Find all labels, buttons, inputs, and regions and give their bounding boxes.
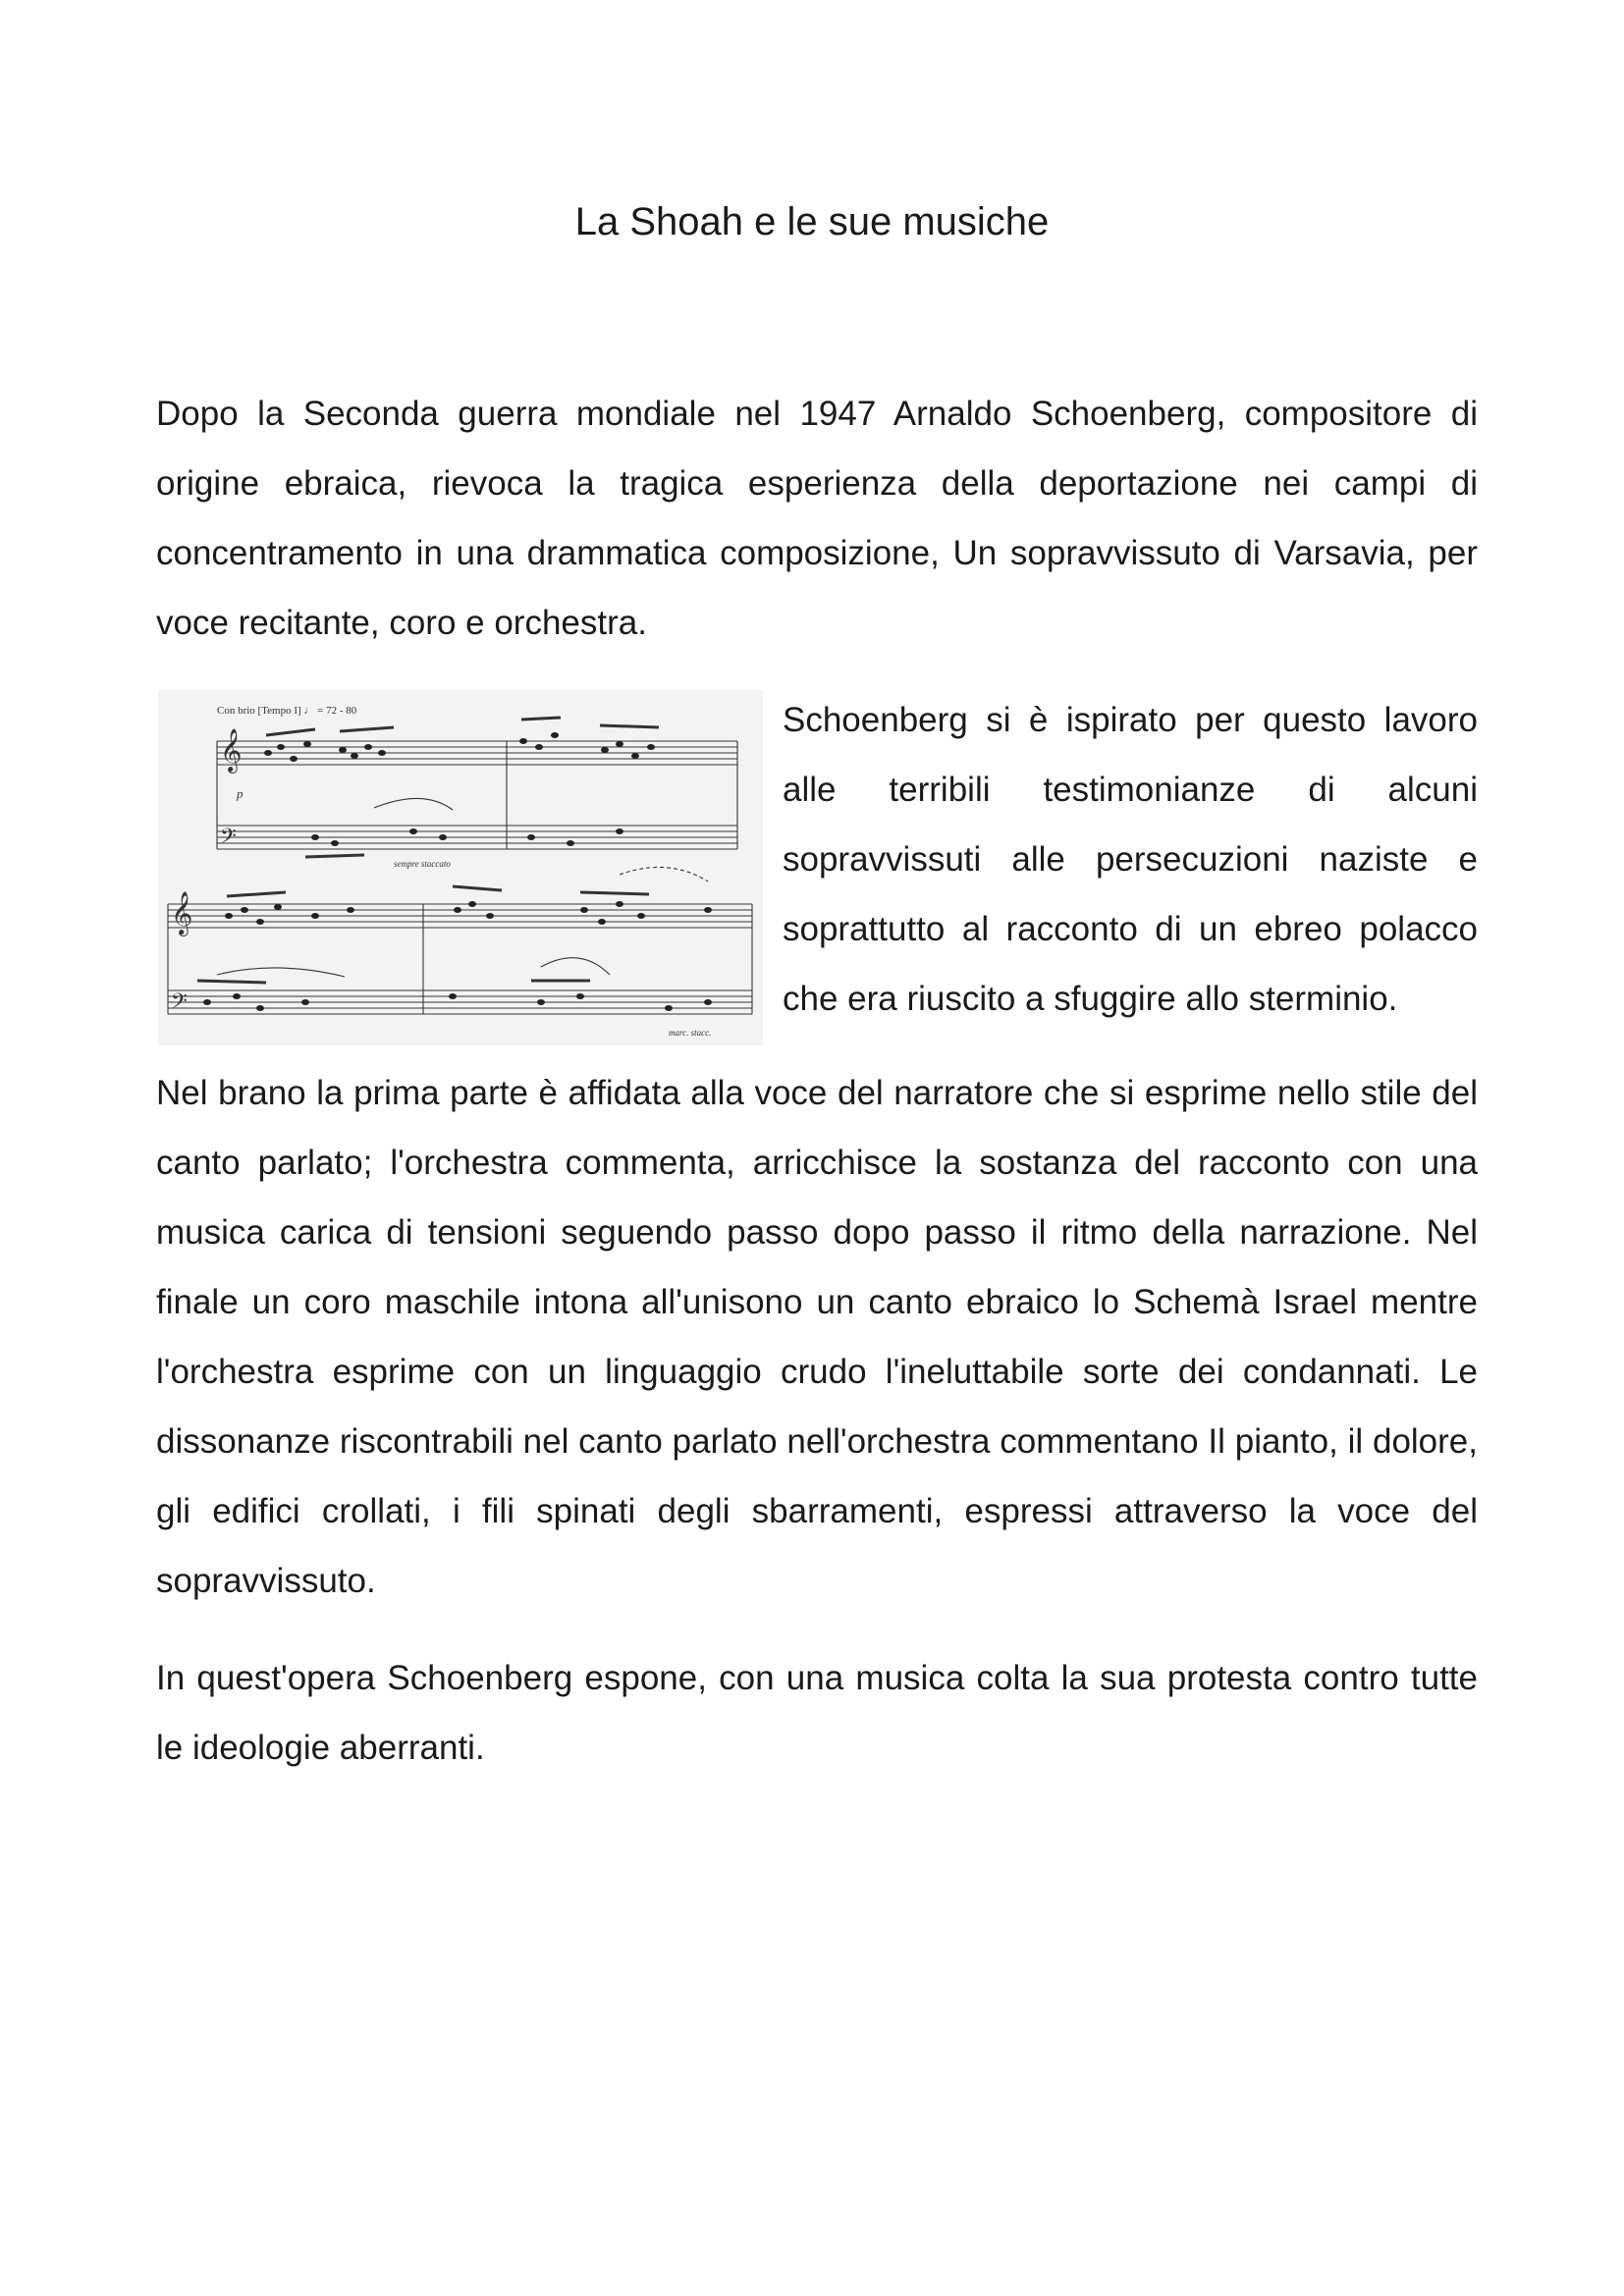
bass-clef-icon: 𝄢: [220, 825, 237, 853]
score-annotation-2: marc. stacc.: [669, 1028, 712, 1038]
paragraph-1: Dopo la Seconda guerra mondiale nel 1947 Arnaldo Schoenberg, compositore di origine ebraica, rievoca la tragica esperienza della deportazione nei campi di concentramento in una drammatica composizione, Un sopravvissuto di Varsavia, per voce recitante, coro e orchestra.: [156, 395, 1478, 642]
treble-clef-icon: 𝄞: [171, 893, 193, 934]
score-dynamic: p: [237, 786, 244, 801]
paragraph-4: In quest'opera Schoenberg espone, con una musica colta la sua protesta contro tutte le ideologie aberranti.: [156, 1659, 1478, 1767]
paragraph-2: Schoenberg si è ispirato per questo lavoro alle terribili testimonianze di alcuni sopravvissuti alle persecuzioni naziste e soprattutto al racconto di un ebreo polacco che era riuscito a sfuggire allo sterminio.: [783, 701, 1478, 1018]
treble-clef-icon: 𝄞: [220, 730, 243, 772]
score-annotation-1: sempre staccato: [394, 859, 451, 869]
music-score-image: [158, 690, 763, 1045]
bass-clef-icon: 𝄢: [171, 989, 188, 1018]
page-title: La Shoah e le sue musiche: [574, 200, 1050, 243]
score-tempo-marking: Con brio [Tempo I] ♩ = 72 - 80: [217, 705, 357, 717]
paragraph-3: Nel brano la prima parte è affidata alla voce del narratore che si esprime nello stile del canto parlato; l'orchestra commenta, arricchisce la sostanza del racconto con una musica carica di tensioni seguendo passo dopo passo il ritmo della narrazione. Nel finale un coro maschile intona all'unisono un canto ebraico lo Schemà Israel mentre l'orchestra esprime con un linguaggio crudo l'ineluttabile sorte dei condannati. Le dissonanze riscontrabili nel canto parlato nell'orchestra commentano Il pianto, il dolore, gli edifici crollati, i fili spinati degli sbarramenti, espressi attraverso la voce del sopravvissuto.: [156, 1074, 1478, 1600]
